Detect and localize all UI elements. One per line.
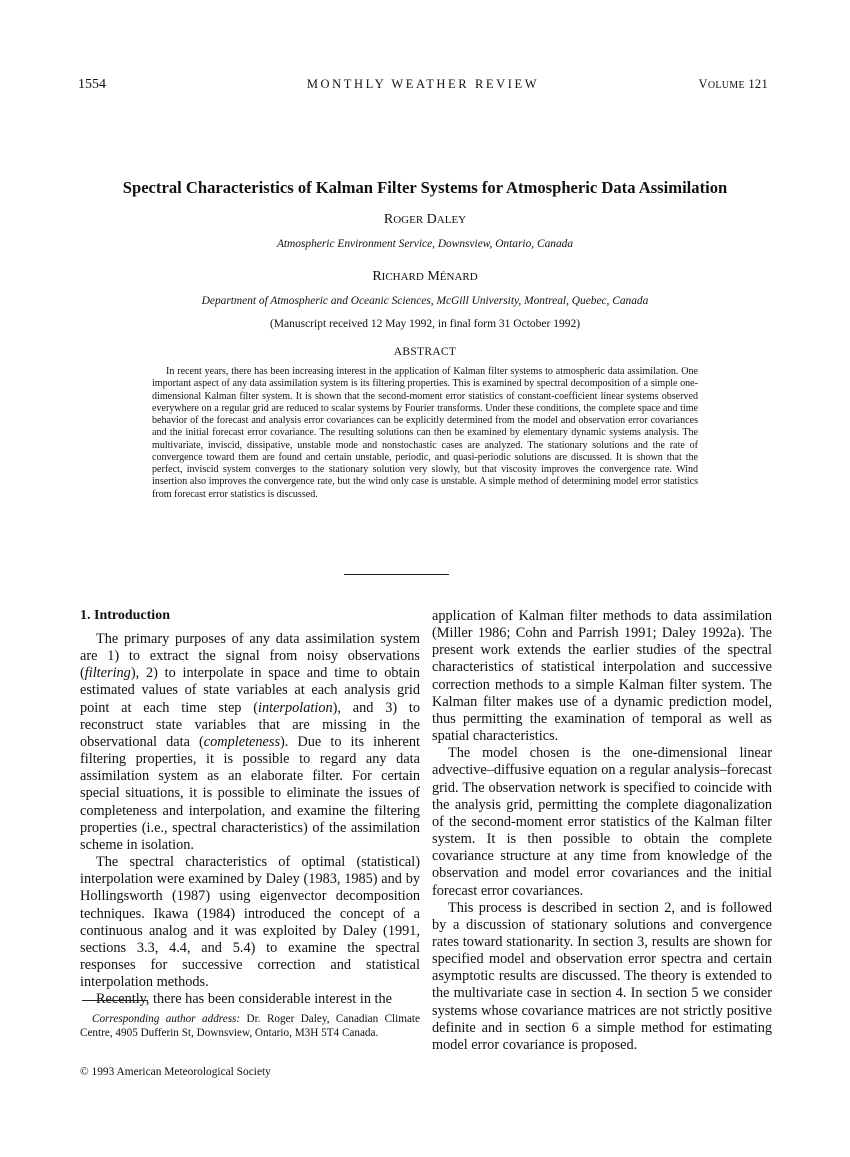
footnote: Corresponding author address: Dr. Roger Daley, Canadian Climate Centre, 4905 Dufferin St, Downsview, Ontario, M3H 5T4 Canada. xyxy=(80,1013,421,1040)
abstract-text: In recent years, there has been increasing interest in the application of Kalman filter systems to atmospheric data assimilation. One important aspect of any data assimilation system is its filtering properties. This is examined by spectral decomposition of a simple one-dimensional Kalman filter system. It is shown that the second-moment error statistics of constant-coefficient linear systems observed everywhere on a regular grid are reduced to scalar systems by Fourier transforms. Under these conditions, the complete space and time behavior of the forecast and analysis error covariances can be explicitly determined from the model and observation error covariances and the initial forecast error covariance. The resulting solutions can then be examined by elementary dynamic systems analysis. The multivariate, inviscid, dissipative, unstable mode and nonstochastic cases are analyzed. The stationary solutions and the rate of convergence toward them are found and certain unstable, periodic, and quasi-periodic solutions are discussed. It is shown that the perfect, inviscid system converges to the stationary solution very slowly, but that viscosity improves the convergence rate. Wind insertion also improves the convergence rate, but the wind only case is unstable. A simple method of determining model error statistics from forecast error statistics is discussed. xyxy=(152,366,698,500)
page-number: 1554 xyxy=(78,77,106,92)
paragraph: This process is described in section 2, and is followed by a discussion of stationary solutions and convergence rates toward stationarity. In section 3, results are shown for specified model and observation error spectra and certain asymptotic results are discussed. The theory is extended to the multivariate case in section 4. In section 5 we consider systems whose covariance matrices are not strictly positive definite and in section 6 a simple method for estimating model error covariance is proposed. xyxy=(432,899,772,1053)
author-name: RICHARD MÉNARD xyxy=(372,269,478,284)
left-column xyxy=(80,631,420,1008)
paragraph: The spectral characteristics of optimal (statistical) interpolation were examined by Daley (1983, 1985) and by Hollingsworth (1987) using eigenvector decomposition techniques. Ikawa (1984) introduced the concept of a continuous analog and it was exploited by Daley (1991, sections 3.3, 4.4, and 5.4) to examine the spectral responses for successive correction and statistical interpolation methods. xyxy=(80,854,420,991)
copyright-notice: © 1993 American Meteorological Society xyxy=(80,1066,271,1078)
paragraph: The primary purposes of any data assimilation system are 1) to extract the signal from noisy observations (filtering), 2) to interpolate in space and time to obtain estimated values of state variables at each analysis grid point at each time step (interpolation), and 3) to reconstruct state variables that are missing in the observational data (completeness). Due to its inherent filtering properties, it is possible to regard any data assimilation system as an elaborate filter. For certain special situations, it is possible to eliminate the issues of completeness and interpolation, and examine the filtering properties (i.e., spectral characteristics) of the assimilation scheme in isolation. xyxy=(80,631,420,853)
paragraph: Recently, there has been considerable interest in the xyxy=(96,991,393,1008)
article-title: Spectral Characteristics of Kalman Filter Systems for Atmospheric Data Assimilation xyxy=(122,178,728,197)
abstract-heading: ABSTRACT xyxy=(393,346,457,358)
author-name: ROGER DALEY xyxy=(383,212,467,227)
section-heading: 1. Introduction xyxy=(80,608,170,623)
paragraph: application of Kalman filter methods to data assimilation (Miller 1986; Cohn and Parrish 1991; Daley 1992a). The present work extends the earlier studies of the spectral characteristics of statistical interpolation and successive correction methods to a simple Kalman filter system. The Kalman filter makes use of a dynamic prediction model, thus permitting the examination of temporal as well as spatial characteristics. xyxy=(432,608,772,745)
section-divider xyxy=(344,574,449,575)
author-affiliation: Department of Atmospheric and Oceanic Sciences, McGill University, Montreal, Quebec, Canada xyxy=(201,295,649,307)
journal-name: MONTHLY WEATHER REVIEW xyxy=(306,77,540,91)
right-column xyxy=(432,608,772,1054)
author-affiliation: Atmospheric Environment Service, Downsview, Ontario, Canada xyxy=(276,238,574,250)
volume-label: VOLUME 121 xyxy=(698,77,768,91)
footnote-rule xyxy=(82,1000,148,1001)
running-head xyxy=(78,77,768,95)
paragraph: The model chosen is the one-dimensional linear advective–diffusive equation on a regular analysis–forecast grid. The observation network is specified to coincide with the analysis grid, permitting the complete diagonalization of the second-moment error statistics of the Kalman filter system. It is then possible to obtain the complete covariance structure at any time from knowledge of the observation and model error covariances and the initial forecast error covariances. xyxy=(432,745,772,899)
received-dates: (Manuscript received 12 May 1992, in final form 31 October 1992) xyxy=(269,318,581,330)
